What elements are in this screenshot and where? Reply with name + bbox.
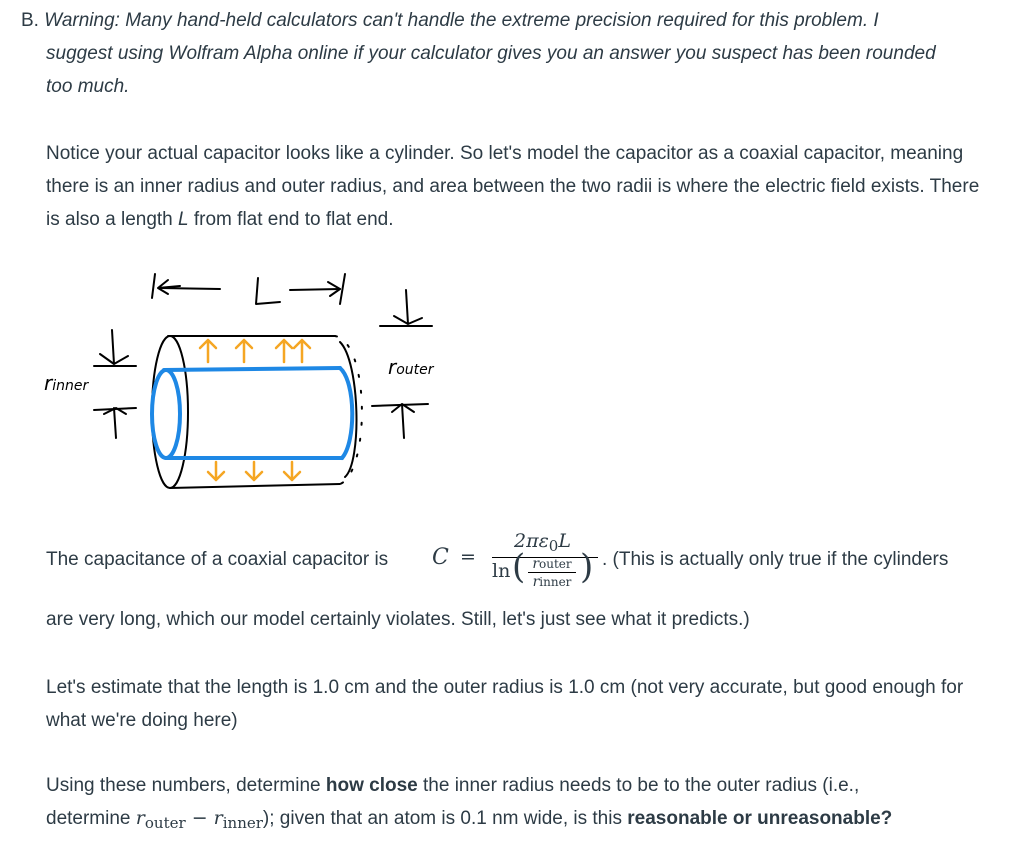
inner-bottom-arrow — [104, 408, 126, 438]
length-line-left — [160, 288, 220, 289]
field-arrow-up-2 — [236, 340, 252, 362]
warning-line-1 — [21, 4, 996, 37]
question-bold-how-close: how close — [325, 775, 418, 796]
outer-radius-label: router — [388, 355, 434, 379]
field-arrow-up-4 — [294, 340, 310, 362]
ln-function: ln — [492, 560, 511, 582]
question-paragraph — [46, 769, 1006, 840]
length-left-bar — [152, 274, 155, 298]
question-line-1 — [46, 769, 1006, 802]
numerator-text: 2πε — [514, 530, 549, 552]
question-text-1: Using these numbers, determine — [46, 775, 326, 796]
capacitance-symbol: C — [432, 545, 449, 570]
capacitance-prefix: The capacitance of a coaxial capacitor is — [46, 549, 389, 570]
r-outer-subscript-q: outer — [144, 814, 186, 832]
inner-top-arrow — [100, 330, 128, 364]
r-outer-symbol-q: r — [135, 807, 145, 829]
length-symbol: L — [178, 209, 189, 230]
inner-radius-label: rinner — [44, 371, 89, 395]
radius-ratio — [528, 555, 576, 590]
capacitance-suffix: . (This is actually only true if the cylinders — [602, 549, 949, 570]
formula-line — [46, 530, 1006, 599]
intro-paragraph — [46, 137, 996, 236]
capacitance-line-2: are very long, which our model certainly violates. Still, let's just see what it predicts.) — [46, 609, 750, 630]
warning-paragraph — [21, 4, 996, 103]
question-text-3: determine — [46, 808, 136, 829]
ratio-numerator — [528, 555, 576, 572]
intro-text: Notice your actual capacitor looks like a cylinder. So let's model the capacitor as a coaxial capacitor, meaning there is an inner radius and outer radius, and area between the two radii is where the electric field exists. There is also a length — [46, 143, 980, 230]
minus-sign: − — [185, 807, 214, 829]
inner-top-edge — [164, 368, 340, 370]
question-text-4: ); given that an atom is 0.1 nm wide, is this — [262, 808, 628, 829]
outer-top-arrow — [394, 290, 422, 324]
ratio-denominator — [528, 573, 576, 590]
capacitance-fraction — [492, 525, 598, 605]
right-paren: ) — [580, 547, 594, 587]
numerator-length: L — [558, 530, 571, 552]
part-label: B. — [21, 10, 45, 31]
equals-sign: = — [460, 546, 476, 568]
warning-text-1: Warning: Many hand-held calculators can't handle the extreme precision required for this problem. I — [44, 10, 879, 31]
estimate-paragraph: Let's estimate that the length is 1.0 cm and the outer radius is 1.0 cm (not very accurate, but good enough for what we're doing here) — [46, 677, 964, 731]
inner-left-end — [152, 370, 180, 458]
r-inner-symbol-q: r — [213, 807, 223, 829]
inner-right-end — [340, 368, 352, 458]
warning-line-3: too much. — [46, 76, 130, 97]
field-arrow-up-1 — [200, 340, 216, 362]
capacitance-paragraph — [46, 530, 1006, 636]
field-arrow-down-1 — [208, 462, 224, 480]
question-line-2 — [46, 802, 1006, 840]
outer-left-end — [152, 336, 188, 488]
field-arrow-up-3 — [276, 340, 292, 362]
r-inner-subscript-q: inner — [222, 814, 263, 832]
r-outer-symbol: r — [532, 556, 540, 572]
outer-bottom-edge — [170, 484, 340, 488]
question-text-2: the inner radius needs to be to the outer radius (i.e., — [417, 775, 860, 796]
coaxial-capacitor-diagram — [40, 262, 480, 502]
length-left-arrow — [158, 280, 180, 294]
epsilon-subscript: 0 — [548, 537, 559, 555]
outer-bottom-arrow — [392, 404, 414, 438]
r-outer-subscript: outer — [539, 557, 572, 571]
question-bold-reasonable: reasonable or unreasonable? — [627, 808, 893, 829]
r-inner-subscript: inner — [539, 575, 572, 589]
length-L-glyph — [256, 278, 280, 304]
warning-line-2: suggest using Wolfram Alpha online if your calculator gives you an answer you suspect has been rounded — [46, 43, 936, 64]
intro-text-end: from flat end to flat end. — [188, 209, 394, 230]
left-paren: ( — [512, 547, 526, 587]
length-line-right — [290, 289, 340, 290]
field-arrow-down-3 — [284, 462, 300, 480]
r-inner-symbol: r — [532, 574, 540, 590]
field-arrow-down-2 — [246, 462, 262, 480]
